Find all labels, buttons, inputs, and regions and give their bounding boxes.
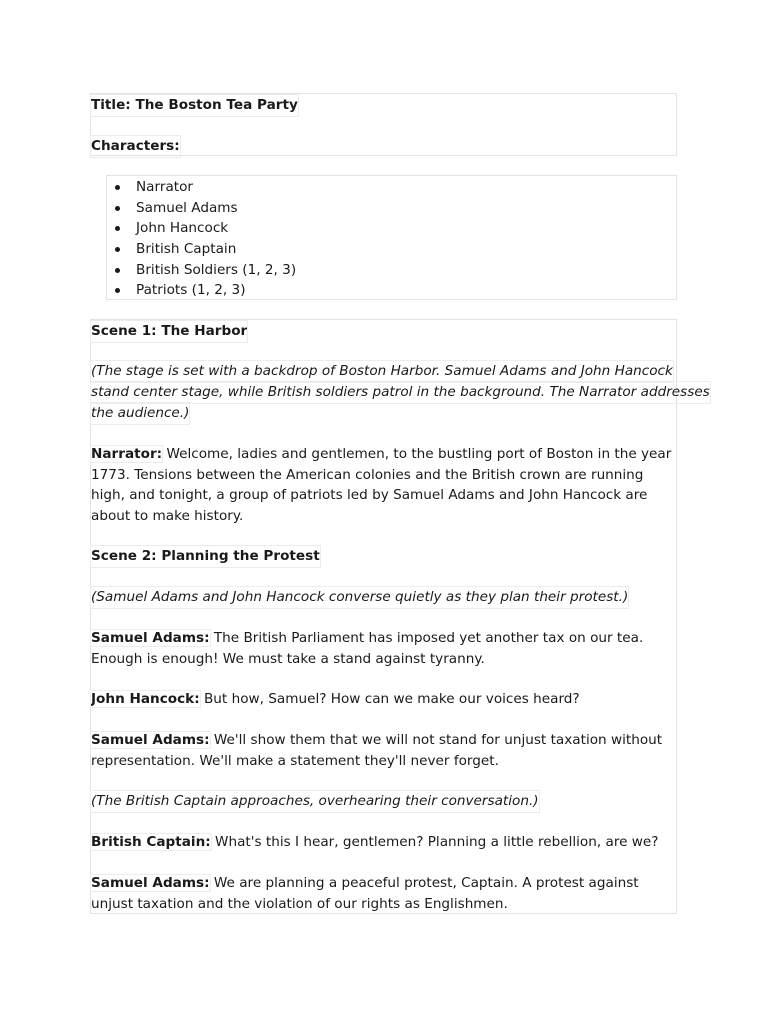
- list-item: Patriots (1, 2, 3): [136, 280, 246, 301]
- scene2-heading: Scene 2: Planning the Protest: [91, 546, 320, 567]
- list-item: British Soldiers (1, 2, 3): [136, 260, 296, 281]
- dialogue-text: The British Parliament has imposed yet another tax on our tea. Enough is enough! We must take a stand against tyranny.: [91, 630, 644, 667]
- dialogue-line: [91, 873, 677, 914]
- dialogue-text: What's this I hear, gentlemen? Planning a little rebellion, are we?: [215, 834, 659, 850]
- dialogue-text: But how, Samuel? How can we make our voices heard?: [203, 691, 580, 707]
- speaker-name: Samuel Adams:: [91, 630, 210, 646]
- dialogue-text: We'll show them that we will not stand for unjust taxation without representation. We'll make a statement they'll never forget.: [91, 732, 663, 769]
- list-item: Samuel Adams: [136, 198, 238, 219]
- speaker-name: Samuel Adams:: [91, 732, 210, 748]
- dialogue-text: We are planning a peaceful protest, Captain. A protest against unjust taxation and the violation of our rights as Englishmen.: [91, 875, 639, 912]
- dialogue-line: [91, 689, 677, 710]
- characters-list-block: [106, 175, 677, 300]
- stage-direction-line: the audience.): [91, 403, 189, 424]
- script-body: [90, 319, 710, 914]
- document-title: Title: The Boston Tea Party: [91, 95, 298, 116]
- speaker-name: Samuel Adams:: [91, 875, 210, 891]
- scene1-heading: Scene 1: The Harbor: [91, 321, 247, 342]
- stage-direction: (The British Captain approaches, overhearing their conversation.): [91, 791, 539, 812]
- stage-direction-line: stand center stage, while British soldiers patrol in the background. The Narrator addresses: [91, 382, 710, 403]
- dialogue-line: [91, 730, 677, 771]
- list-item: John Hancock: [136, 218, 228, 239]
- characters-heading: Characters:: [91, 136, 180, 157]
- dialogue-line: [91, 832, 677, 853]
- speaker-name: Narrator:: [91, 446, 163, 462]
- stage-direction-line: (The stage is set with a backdrop of Boston Harbor. Samuel Adams and John Hancock: [91, 361, 673, 382]
- dialogue-text: Welcome, ladies and gentlemen, to the bustling port of Boston in the year 1773. Tensions between the American colonies and the British crown are running high, and tonight, a group of patriots led by Samuel Adams and John Hancock are about to make history.: [91, 446, 672, 525]
- list-item: Narrator: [136, 177, 193, 198]
- narrator-dialogue: [91, 444, 677, 527]
- list-item: British Captain: [136, 239, 236, 260]
- speaker-name: John Hancock:: [91, 691, 200, 707]
- dialogue-line: [91, 628, 677, 669]
- title-block: [90, 93, 677, 156]
- speaker-name: British Captain:: [91, 834, 211, 850]
- stage-direction: (Samuel Adams and John Hancock converse quietly as they plan their protest.): [91, 587, 628, 608]
